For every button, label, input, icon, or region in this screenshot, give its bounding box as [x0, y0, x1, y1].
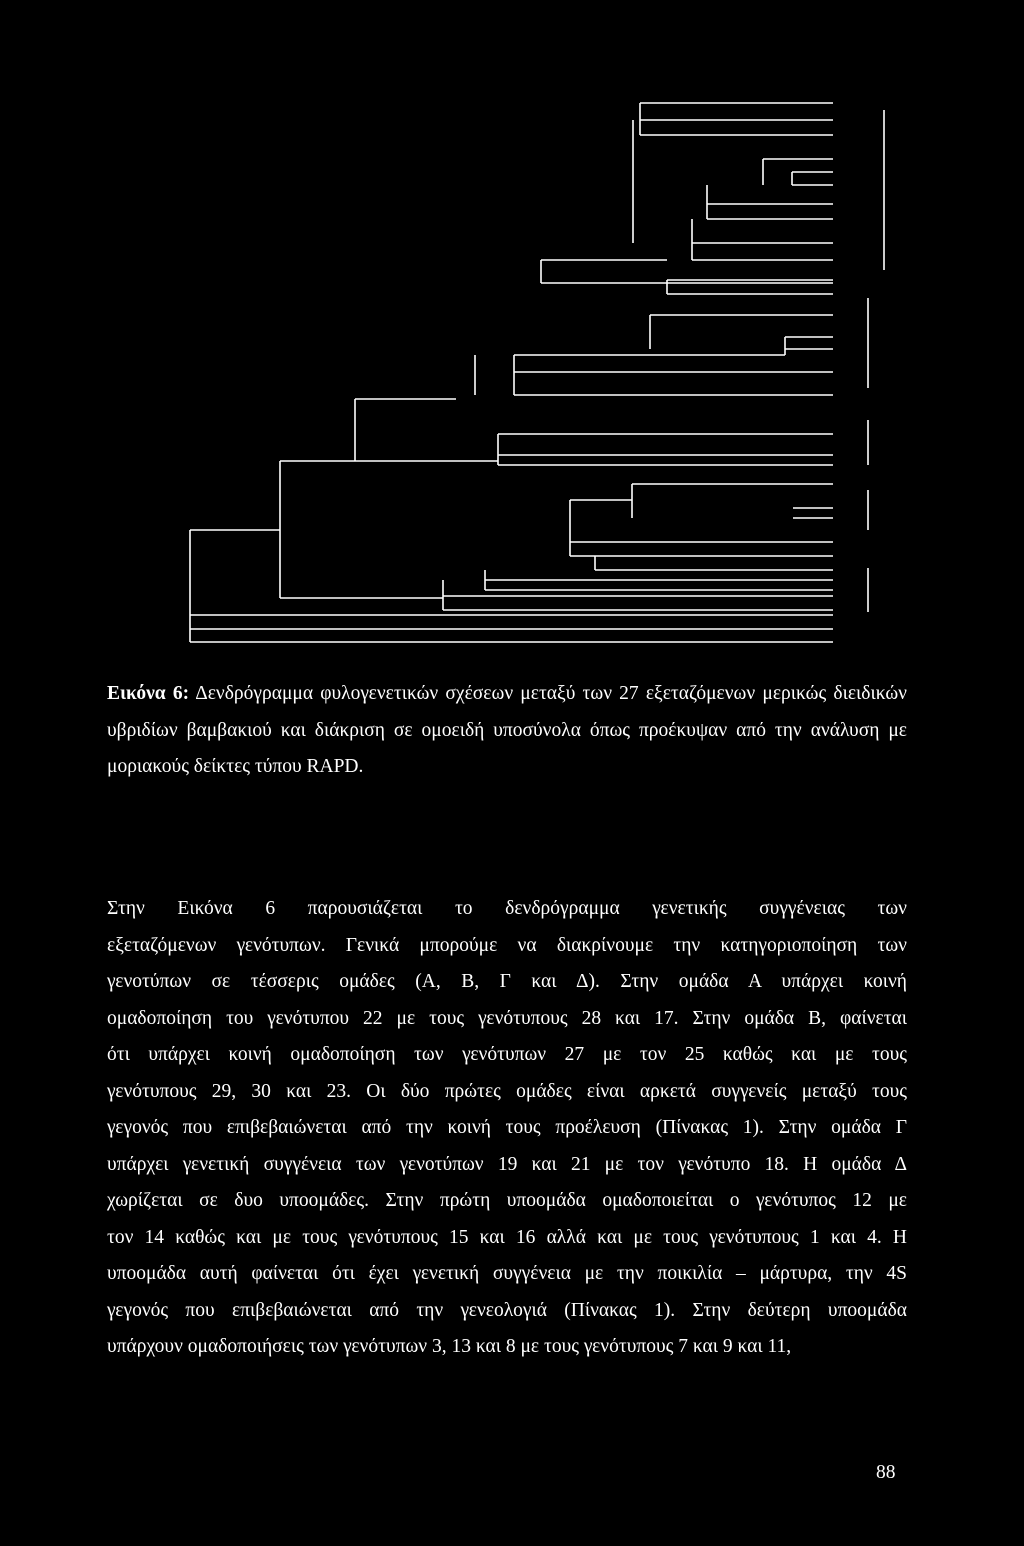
body-line: χωρίζεται σε δυο υποομάδες. Στην πρώτη υποομάδα ομαδοποιείται ο γενότυπος 12 με: [107, 1190, 907, 1211]
group-bracket-lines: [868, 110, 884, 612]
dendrogram-figure: [0, 0, 1024, 660]
body-line: γενότυπους 29, 30 και 23. Οι δύο πρώτες ομάδες είναι αρκετά συγγενείς μεταξύ τους: [107, 1080, 907, 1102]
page-number: 88: [876, 1462, 896, 1483]
body-line: Στην Εικόνα 6 παρουσιάζεται το δενδρόγραμμα γενετικής συγγένειας των: [107, 898, 907, 919]
body-line: τον 14 καθώς και με τους γενότυπους 15 και 16 αλλά και με τους γενότυπους 1 και 4. Η: [107, 1226, 907, 1248]
body-line: γεγονός που επιβεβαιώνεται από την κοινή τους προέλευση (Πίνακας 1). Στην ομάδα Γ: [107, 1117, 907, 1138]
body-line: υπάρχει γενετική συγγένεια των γενοτύπων 19 και 21 με τον γενότυπο 18. Η ομάδα Δ: [107, 1153, 907, 1175]
dendrogram-branches: [190, 103, 833, 642]
body-line: γενοτύπων σε τέσσερις ομάδες (Α, Β, Γ και Δ). Στην ομάδα Α υπάρχει κοινή: [107, 971, 907, 992]
body-line: υποομάδα αυτή φαίνεται ότι έχει γενετική συγγένεια με την ποικιλία – μάρτυρα, την 4S: [107, 1263, 907, 1284]
body-line: γεγονός που επιβεβαιώνεται από την γενεολογιά (Πίνακας 1). Στην δεύτερη υποομάδα: [107, 1299, 907, 1321]
body-line: εξεταζόμενων γενότυπων. Γενικά μπορούμε να διακρίνουμε την κατηγοριοποίηση των: [107, 934, 907, 956]
figure-caption: [107, 676, 907, 786]
body-paragraph: [107, 891, 907, 1366]
body-line: υπάρχουν ομαδοποιήσεις των γενότυπων 3, 13 και 8 με τους γενότυπους 7 και 9 και 11,: [107, 1336, 792, 1357]
body-line: ότι υπάρχει κοινή ομαδοποίηση των γενότυπων 27 με τον 25 καθώς και με τους: [107, 1044, 907, 1065]
figure-caption-label: Εικόνα 6:: [107, 683, 190, 704]
body-line: ομαδοποίηση του γενότυπου 22 με τους γενότυπους 28 και 17. Στην ομάδα Β, φαίνεται: [107, 1007, 907, 1029]
figure-caption-text: Δενδρόγραμμα φυλογενετικών σχέσεων μεταξύ των 27 εξεταζόμενων μερικώς διειδικών υβριδίων βαμβακιού και διάκριση σε ομοειδή υποσύνολα όπως προέκυψαν από την ανάλυση με μοριακούς δείκτες τύπου RAPD.: [107, 683, 907, 777]
